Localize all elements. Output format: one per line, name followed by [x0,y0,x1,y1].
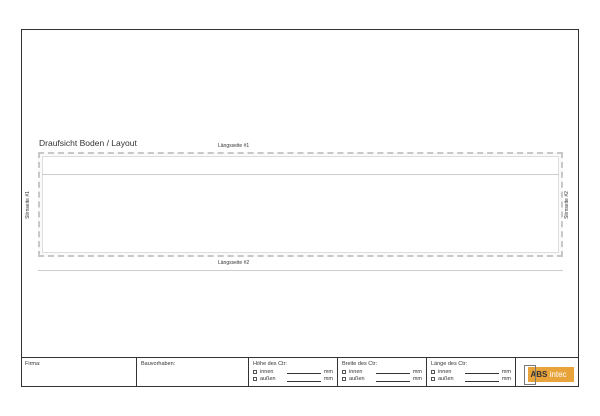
width-cell [338,358,427,387]
dimension-line [38,270,563,271]
end-side-2-label: Stirnseite #2 [563,191,570,219]
length-outer-checkbox[interactable] [431,377,435,381]
length-label: Länge des Ctr: [431,361,468,367]
company-label: Firma: [25,361,41,367]
inner-label: innen [260,368,274,375]
length-outer-field[interactable] [465,377,499,382]
unit-label: mm [323,368,334,375]
length-inner-checkbox[interactable] [431,370,435,374]
height-outer-field[interactable] [287,377,321,382]
height-inner-checkbox[interactable] [253,370,257,374]
height-cell [249,358,338,387]
length-cell [427,358,516,387]
logo-cell [516,358,579,387]
width-label: Breite des Ctr: [342,361,378,367]
logo-suffix: intec [549,370,567,379]
length-inner-field[interactable] [465,369,499,374]
unit-label: mm [323,376,334,382]
end-side-1-label: Stirnseite #1 [24,191,31,219]
unit-label: mm [412,368,423,375]
unit-label: mm [501,368,512,375]
project-cell[interactable] [137,358,249,387]
long-side-1-label: Längsseite #1 [218,143,250,149]
unit-label: mm [501,376,512,382]
outer-label: außen [438,376,454,382]
width-inner-field[interactable] [376,369,410,374]
width-inner-checkbox[interactable] [342,370,346,374]
width-outer-field[interactable] [376,377,410,382]
outer-label: außen [349,376,365,382]
reference-line [42,174,559,175]
company-cell[interactable] [21,358,137,387]
height-outer-checkbox[interactable] [253,377,257,381]
unit-label: mm [412,376,423,382]
height-label: Höhe des Ctr: [253,361,287,367]
drawing-title: Draufsicht Boden / Layout [39,138,137,148]
logo-brand: ABS [530,370,548,379]
container-floor [42,156,559,253]
inner-label: innen [438,368,452,375]
abs-intec-logo [522,365,574,385]
outer-label: außen [260,376,276,382]
project-label: Bauvorhaben: [141,361,176,367]
long-side-2-label: Längsseite #2 [218,260,250,266]
height-inner-field[interactable] [287,369,321,374]
inner-label: innen [349,368,363,375]
width-outer-checkbox[interactable] [342,377,346,381]
title-block [21,357,579,387]
